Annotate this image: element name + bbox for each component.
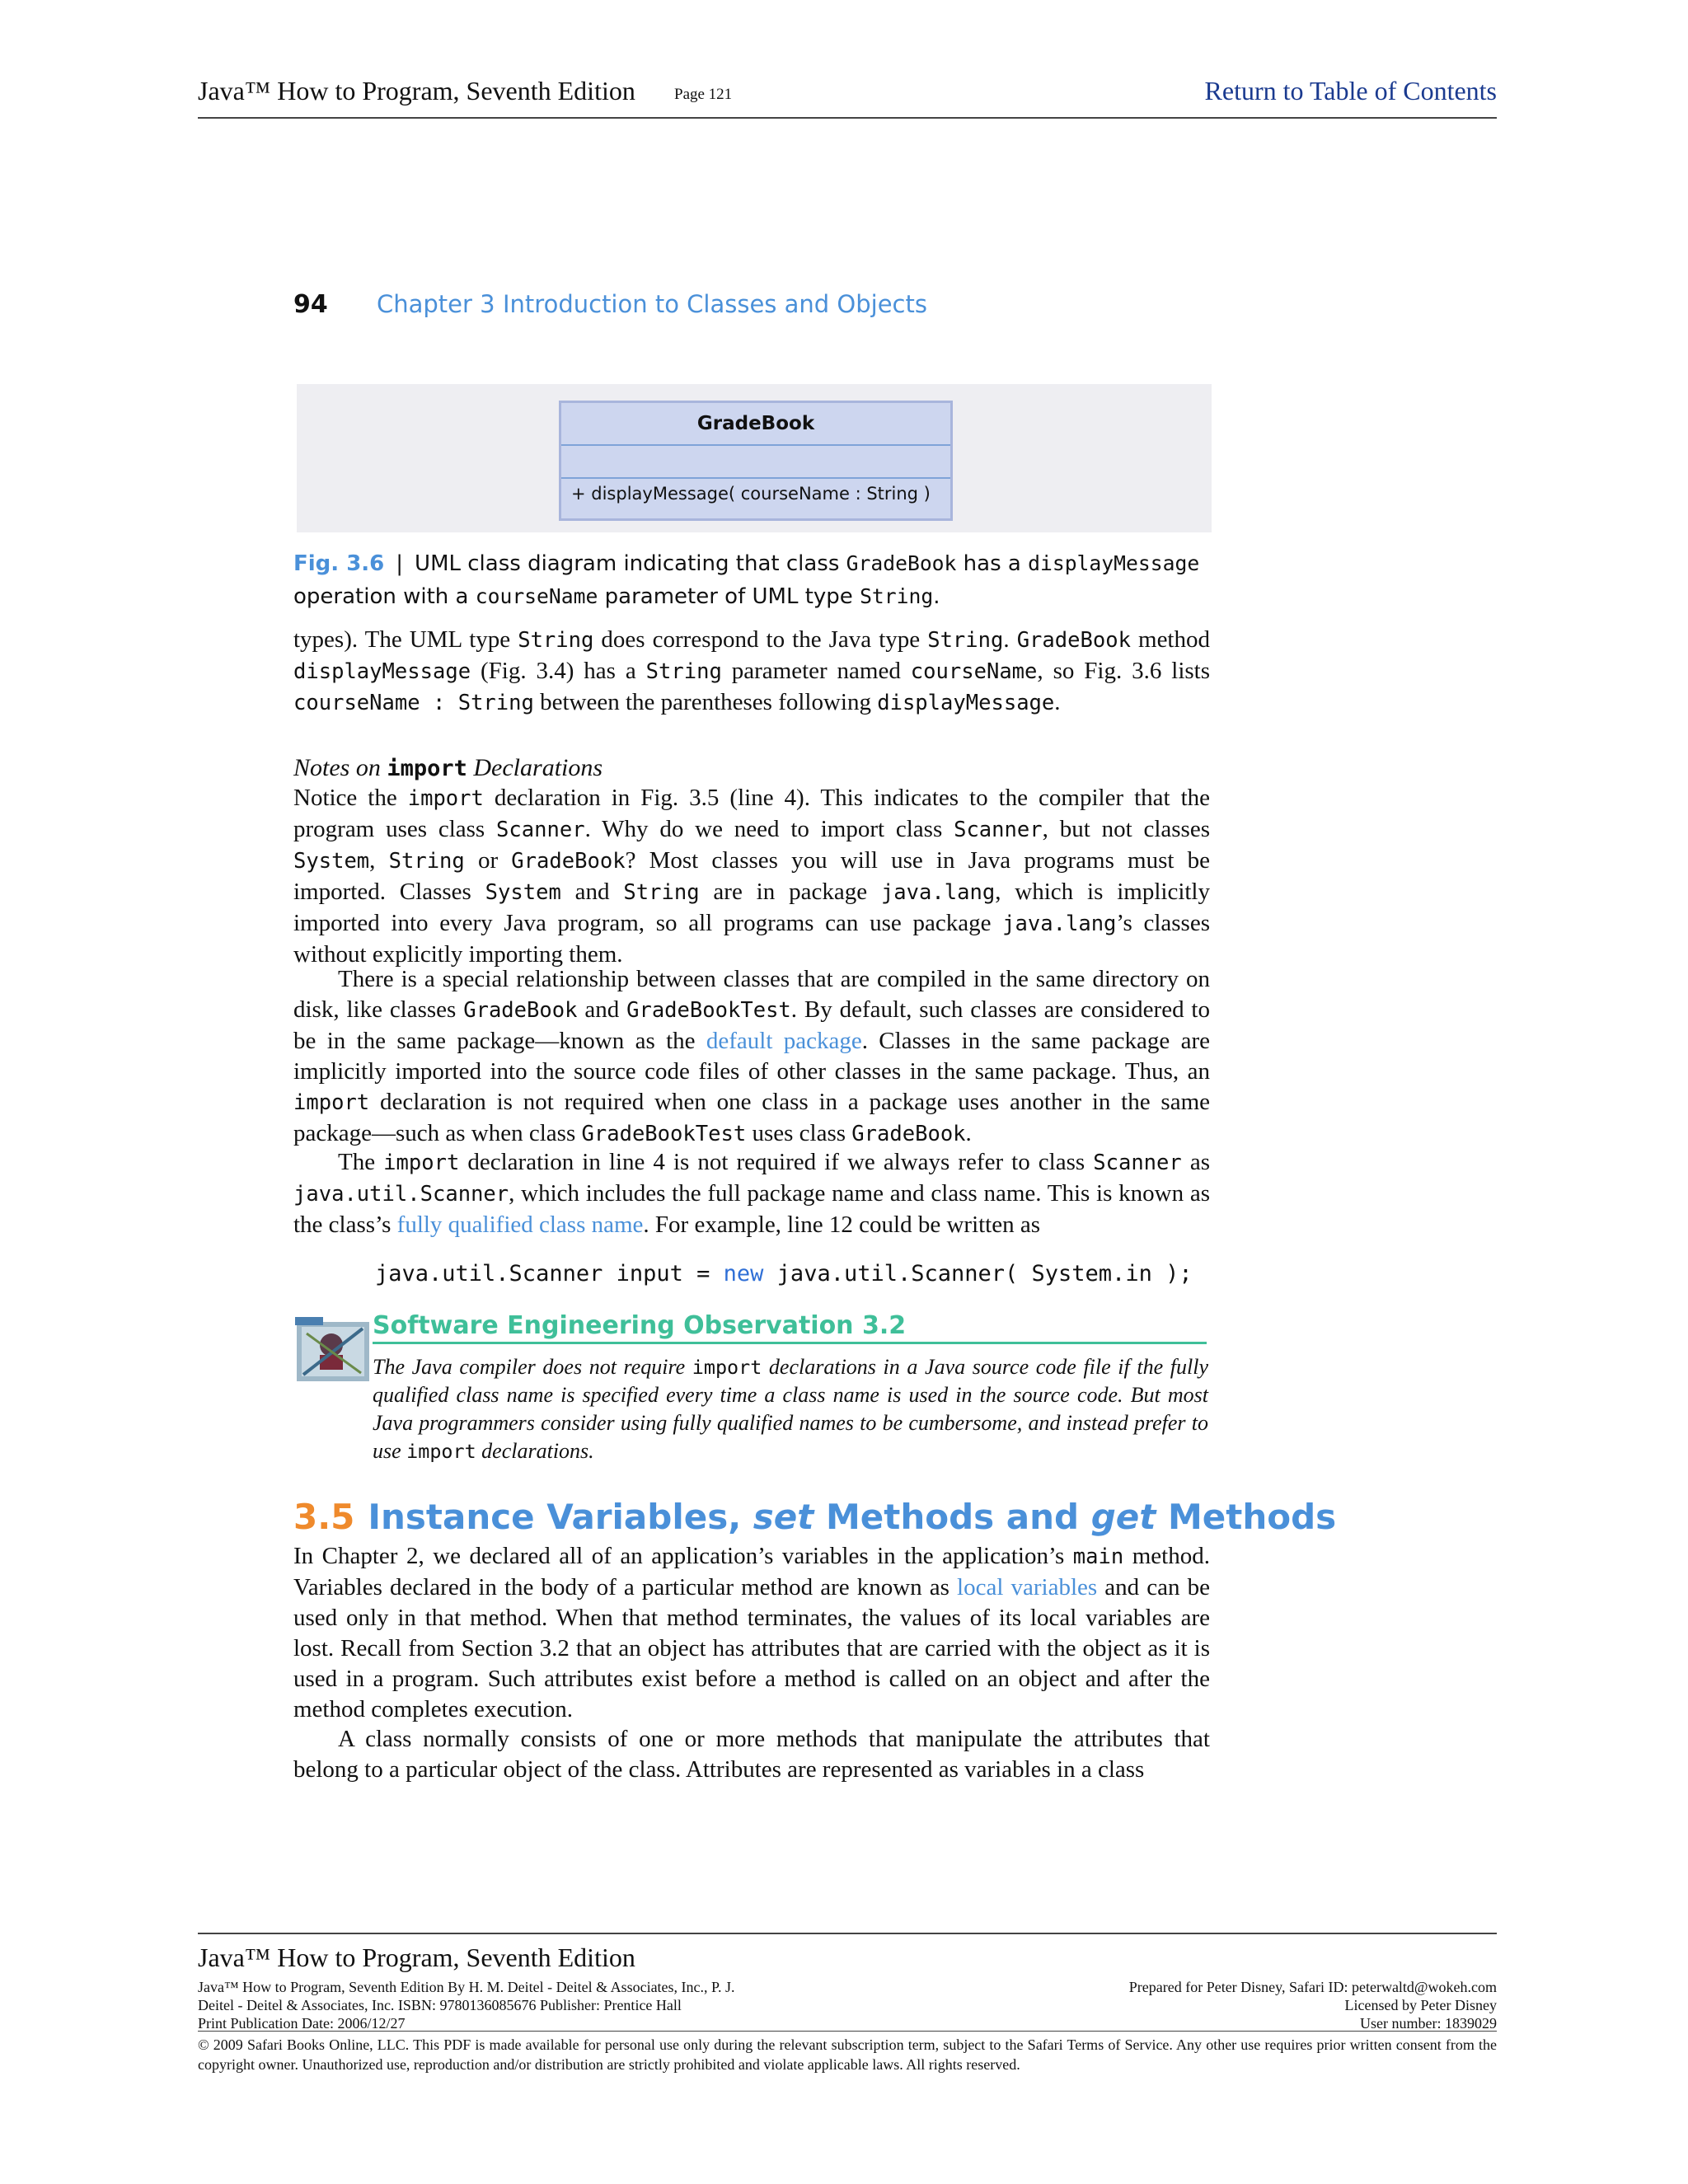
- caption-separator: |: [396, 551, 404, 576]
- figure-panel: [297, 384, 1212, 532]
- toc-link[interactable]: Return to Table of Contents: [1204, 76, 1497, 105]
- footer-prepared-for: Prepared for Peter Disney, Safari ID: peterwaltd@wokeh.com: [1128, 1979, 1497, 1995]
- code-example: java.util.Scanner input = new java.util.Scanner( System.in );: [375, 1261, 1193, 1286]
- section-number: 3.5: [293, 1497, 355, 1537]
- footer-book-info: Java™ How to Program, Seventh Edition By H. M. Deitel - Deitel & Associates, Inc., P. J.: [198, 1979, 735, 1995]
- caption-code: String: [860, 584, 934, 608]
- caption-text: has a: [956, 551, 1029, 576]
- caption-text: operation with a: [293, 584, 476, 609]
- paragraph-attributes: A class normally consists of one or more methods that manipulate the attributes that belong to a particular object of the class. Attributes are represented as variables in a class: [293, 1726, 1210, 1783]
- observation-body: The Java compiler does not require import declarations in a Java source code file if the fully qualified class name is specified every time a class name is used in the source code. But most Java programmers consider using fully qualified names to be cumbersome, and instead prefer to use import declarations.: [373, 1355, 1208, 1463]
- caption-text: .: [933, 584, 940, 609]
- footer-publication-date: Print Publication Date: 2006/12/27: [198, 2015, 406, 2032]
- footer-licensed-by: Licensed by Peter Disney: [1344, 1997, 1497, 2013]
- chapter-label: Chapter 3: [377, 290, 495, 318]
- figure-caption: [293, 547, 1208, 613]
- paragraph-fully-qualified: The import declaration in line 4 is not required if we always refer to class Scanner as java.util.Scanner, which includes the full package name and class name. This is known as the class’s fully qualified class name. For example, line 12 could be written as: [293, 1149, 1210, 1238]
- software-engineering-observation-icon: [295, 1317, 371, 1385]
- caption-text: UML class diagram indicating that class: [415, 551, 846, 576]
- footer-title: Java™ How to Program, Seventh Edition: [198, 1943, 635, 1972]
- uml-attributes-compartment: [561, 446, 950, 479]
- footer-copyright: © 2009 Safari Books Online, LLC. This PDF is made available for personal use only during the relevant subscription term, subject to the Safari Terms of Service. Any other use requires prior written consent from the copyright owner. Unauthorized use, reproduction and/or distribution are strictly prohibited and violate applicable laws. All rights reserved.: [198, 2036, 1497, 2073]
- page-indicator: Page 121: [674, 86, 733, 103]
- observation-title: Software Engineering Observation 3.2: [373, 1311, 1207, 1344]
- uml-class-name: GradeBook: [561, 403, 950, 446]
- caption-text: parameter of UML type: [598, 584, 860, 609]
- subsection-heading: Notes on import Declarations: [293, 754, 603, 781]
- footer-user-number: User number: 1839029: [1360, 2015, 1497, 2032]
- book-title: Java™ How to Program, Seventh Edition: [198, 76, 635, 105]
- paragraph-local-variables: In Chapter 2, we declared all of an application’s variables in the application’s main method. Variables declared in the body of a particular method are known as local variables and can be used only in that method. When that method terminates, the values of its local variables are lost. Recall from Section 3.2 that an object has attributes that are carried with the object as it is used in a program. Such attributes exist before a method is called on an object and after the method completes execution.: [293, 1543, 1210, 1722]
- figure-number: Fig. 3.6: [293, 551, 385, 576]
- uml-operation: + displayMessage( courseName : String ): [571, 484, 931, 504]
- paragraph-default-package: There is a special relationship between classes that are compiled in the same directory on disk, like classes GradeBook and GradeBookTest. By default, such classes are considered to be in the same package—known as the default package. Classes in the same package are implicitly imported into the source code files of other classes in the same package. Thus, an import declaration is not required when one class in a package uses another in the same package—such as when class GradeBookTest uses class GradeBook.: [293, 966, 1210, 1146]
- footer-isbn: Deitel - Deitel & Associates, Inc. ISBN: 9780136085676 Publisher: Prentice Hall: [198, 1997, 682, 2013]
- uml-class-box: [559, 401, 953, 521]
- caption-code: GradeBook: [846, 551, 957, 575]
- term-fully-qualified-class-name: fully qualified class name: [396, 1212, 644, 1238]
- chapter-title: Introduction to Classes and Objects: [503, 290, 927, 318]
- paragraph-uml-types: types). The UML type String does correspond to the Java type String. GradeBook method displayMessage (Fig. 3.4) has a String parameter named courseName, so Fig. 3.6 lists courseName : String between the parentheses following displayMessage.: [293, 626, 1211, 715]
- page-number: 94: [293, 290, 328, 319]
- caption-code: displayMessage: [1028, 551, 1200, 575]
- paragraph-import: Notice the import declaration in Fig. 3.5 (line 4). This indicates to the compiler that the program uses class Scanner. Why do we need to import class Scanner, but not classes System, String or GradeBook? Most classes you will use in Java programs must be imported. Classes System and String are in package java.lang, which is implicitly imported into every Java program, so all programs can use package java.lang’s classes without explicitly importing them.: [293, 785, 1211, 968]
- page-header: [198, 76, 1497, 119]
- term-default-package: default package: [706, 1028, 862, 1054]
- section-heading: 3.5 Instance Variables, set Methods and get Methods: [293, 1497, 1337, 1537]
- term-local-variables: local variables: [957, 1574, 1098, 1601]
- footer-divider: [198, 2031, 1497, 2032]
- caption-code: courseName: [475, 584, 598, 608]
- page-footer: [198, 1933, 1497, 2073]
